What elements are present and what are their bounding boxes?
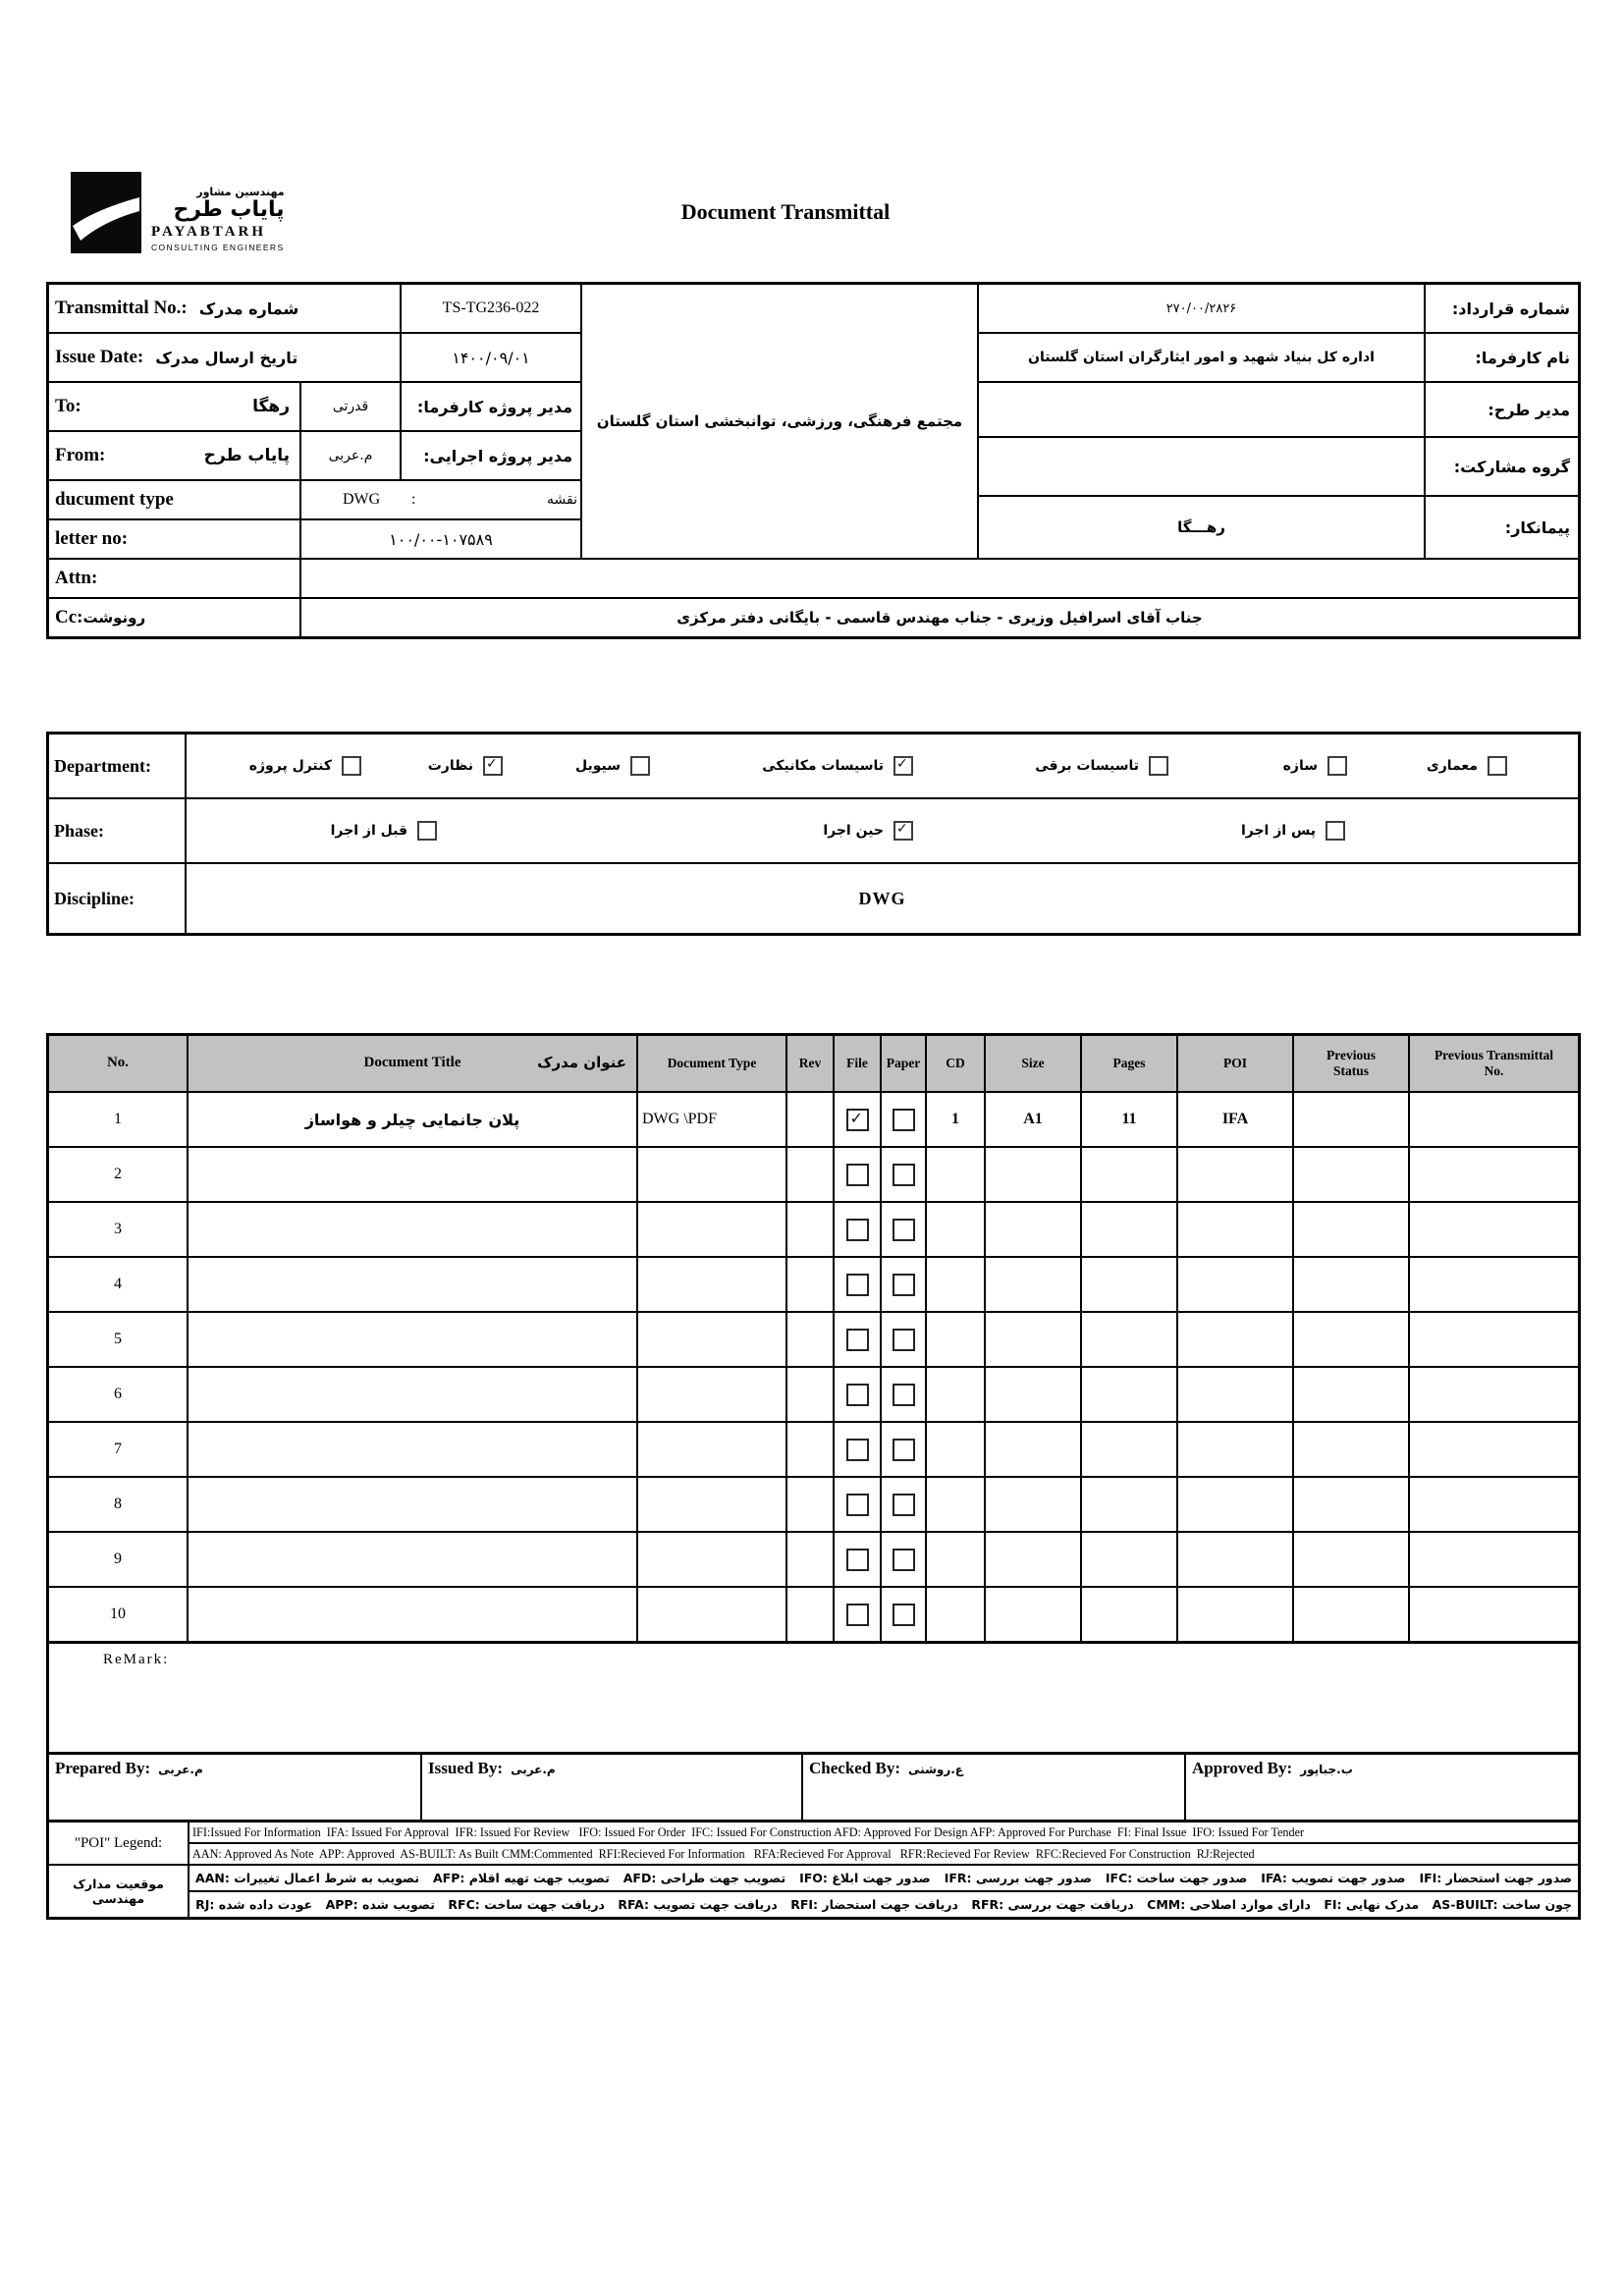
doc-row-2-doc-type xyxy=(638,1148,785,1201)
doc-row-10-rev xyxy=(787,1588,833,1641)
project-name: مجتمع فرهنگی، ورزشی، توانبخشی استان گلستان xyxy=(582,285,977,558)
col-header-title xyxy=(189,1036,636,1091)
doc-row-5-title xyxy=(189,1313,636,1366)
checked-by-name: ع.روشنی xyxy=(908,1763,963,1776)
contract-no-value: ۲۷۰/۰۰/۲۸۲۶ xyxy=(979,285,1424,332)
doc-row-9-prev-status xyxy=(1294,1533,1408,1586)
doc-row-4-doc-type xyxy=(638,1258,785,1311)
doc-row-6-doc-type xyxy=(638,1368,785,1421)
doc-row-10-prev-status xyxy=(1294,1588,1408,1641)
attn-label-cell xyxy=(49,560,299,597)
page-title: Document Transmittal xyxy=(680,199,891,224)
col-header-title-fa: عنوان مدرک xyxy=(537,1054,626,1072)
approved-by-label: Approved By: xyxy=(1192,1759,1293,1777)
doc-type-value-cell xyxy=(301,481,580,518)
department-option-label: سازه xyxy=(1282,758,1318,774)
doc-row-5-paper xyxy=(882,1313,925,1366)
doc-row-7-doc-type xyxy=(638,1423,785,1476)
col-header-rev: Rev xyxy=(787,1036,833,1091)
doc-row-8-title xyxy=(189,1478,636,1531)
legend-fa-item-4: RFR: دریافت جهت بررسی xyxy=(971,1897,1134,1912)
col-header-prev-transmittal: Previous Transmittal No. xyxy=(1410,1036,1578,1091)
file-checkbox[interactable] xyxy=(846,1274,869,1296)
doc-row-9-doc-type xyxy=(638,1533,785,1586)
legend-fa-item-1: IFI: صدور جهت استحضار xyxy=(1419,1871,1572,1885)
department-option-6 xyxy=(1283,756,1347,776)
doc-row-3-title xyxy=(189,1203,636,1256)
doc-row-7-pages xyxy=(1082,1423,1176,1476)
remark-section[interactable] xyxy=(46,1641,1581,1755)
doc-row-9-paper xyxy=(882,1533,925,1586)
department-options-row xyxy=(187,734,1578,797)
file-checkbox[interactable] xyxy=(846,1329,869,1351)
issue-date-label-en: Issue Date: xyxy=(55,347,144,367)
phase-option-label: پس از اجرا xyxy=(1240,823,1316,839)
prepared-by-name: م.عربی xyxy=(158,1763,203,1776)
doc-row-10-size xyxy=(986,1588,1080,1641)
attn-value[interactable] xyxy=(301,560,1578,597)
paper-checkbox[interactable] xyxy=(893,1494,915,1516)
legend-fa-item-6: AFD: تصویب جهت طراحی xyxy=(623,1871,786,1885)
issue-date-label-fa: تاریخ ارسال مدرک xyxy=(155,348,298,367)
doc-row-8-paper xyxy=(882,1478,925,1531)
doc-row-7-cd xyxy=(927,1423,984,1476)
doc-row-9-prev-transmittal xyxy=(1410,1533,1578,1586)
doc-row-2-paper xyxy=(882,1148,925,1201)
cc-label-en: Cc: xyxy=(55,607,83,627)
doc-row-7-title xyxy=(189,1423,636,1476)
doc-row-9-file xyxy=(835,1533,880,1586)
doc-row-6-cd xyxy=(927,1368,984,1421)
doc-row-1-size: A1 xyxy=(986,1093,1080,1146)
letter-no-value: ۱۰۰/۰۰-۱۰۷۵۸۹ xyxy=(301,520,580,558)
contract-info-block xyxy=(979,285,1578,558)
file-checkbox[interactable] xyxy=(846,1109,869,1131)
to-label: To: xyxy=(55,396,81,416)
doc-row-2-size xyxy=(986,1148,1080,1201)
doc-row-2-pages xyxy=(1082,1148,1176,1201)
col-header-file: File xyxy=(835,1036,880,1091)
file-checkbox[interactable] xyxy=(846,1164,869,1186)
poi-legend-fa-row-2 xyxy=(189,1892,1578,1917)
phase-checkbox-1[interactable] xyxy=(417,821,437,841)
logo-swoosh-icon xyxy=(71,172,141,253)
department-option-label: معماری xyxy=(1426,758,1478,774)
doc-row-4-file xyxy=(835,1258,880,1311)
file-checkbox[interactable] xyxy=(846,1549,869,1571)
doc-row-3-file xyxy=(835,1203,880,1256)
department-option-label: تاسیسات برقی xyxy=(1035,758,1139,774)
department-checkbox-3[interactable] xyxy=(630,756,650,776)
doc-row-8-poi xyxy=(1178,1478,1292,1531)
approved-by-cell xyxy=(1186,1755,1578,1820)
department-checkbox-1[interactable] xyxy=(342,756,361,776)
brand-fa-tagline: مهندسین مشاور xyxy=(196,186,285,198)
info-table xyxy=(46,282,1581,639)
doc-row-9-rev xyxy=(787,1533,833,1586)
department-option-label: سیویل xyxy=(574,758,621,774)
doc-row-9-pages xyxy=(1082,1533,1176,1586)
phase-checkbox-3[interactable] xyxy=(1326,821,1345,841)
doc-row-6-size xyxy=(986,1368,1080,1421)
doc-row-5-no: 5 xyxy=(49,1313,187,1366)
letter-no-label xyxy=(49,520,299,558)
doc-row-4-prev-transmittal xyxy=(1410,1258,1578,1311)
legend-fa-item-4: IFR: صدور جهت بررسی xyxy=(944,1871,1092,1885)
brand-text xyxy=(151,172,285,253)
doc-row-8-prev-transmittal xyxy=(1410,1478,1578,1531)
department-option-label: تاسیسات مکانیکی xyxy=(762,758,884,774)
doc-row-5-doc-type xyxy=(638,1313,785,1366)
doc-row-3-size xyxy=(986,1203,1080,1256)
doc-row-2-no: 2 xyxy=(49,1148,187,1201)
jv-group-value xyxy=(979,438,1424,495)
doc-row-10-poi xyxy=(1178,1588,1292,1641)
department-option-7 xyxy=(1427,756,1507,776)
doc-row-10-no: 10 xyxy=(49,1588,187,1641)
client-pm-label: مدیر پروژه کارفرما: xyxy=(402,383,580,430)
doc-row-8-no: 8 xyxy=(49,1478,187,1531)
doc-row-6-poi xyxy=(1178,1368,1292,1421)
doc-row-10-cd xyxy=(927,1588,984,1641)
legend-fa-item-8: APP: تصویب شده xyxy=(325,1897,435,1912)
doc-row-3-pages xyxy=(1082,1203,1176,1256)
doc-row-1-cd: 1 xyxy=(927,1093,984,1146)
contractor-label: پیمانکار: xyxy=(1426,497,1578,558)
doc-row-3-no: 3 xyxy=(49,1203,187,1256)
transmittal-no-label-fa: شماره مدرک xyxy=(198,299,299,318)
prepared-by-label: Prepared By: xyxy=(55,1759,151,1777)
col-header-size: Size xyxy=(986,1036,1080,1091)
doc-row-10-paper xyxy=(882,1588,925,1641)
file-checkbox[interactable] xyxy=(846,1384,869,1406)
legend-fa-item-3: IFC: صدور جهت ساخت xyxy=(1105,1871,1248,1885)
doc-row-7-prev-status xyxy=(1294,1423,1408,1476)
legend-fa-item-9: RJ: عودت داده شده xyxy=(195,1897,313,1912)
department-option-4 xyxy=(762,756,913,776)
doc-row-3-cd xyxy=(927,1203,984,1256)
doc-row-7-prev-transmittal xyxy=(1410,1423,1578,1476)
poi-legend-fa-row-1 xyxy=(189,1866,1578,1890)
doc-row-9-title xyxy=(189,1533,636,1586)
col-header-no: No. xyxy=(49,1036,187,1091)
doc-row-8-pages xyxy=(1082,1478,1176,1531)
executive-pm-label: مدیر پروژه اجرایی: xyxy=(402,432,580,479)
from-person: م.عربی xyxy=(301,432,400,479)
doc-row-7-paper xyxy=(882,1423,925,1476)
doc-row-6-file xyxy=(835,1368,880,1421)
doc-row-1-prev-status xyxy=(1294,1093,1408,1146)
paper-checkbox[interactable] xyxy=(893,1274,915,1296)
jv-group-label: گروه مشارکت: xyxy=(1426,438,1578,495)
doc-row-1-no: 1 xyxy=(49,1093,187,1146)
doc-row-9-poi xyxy=(1178,1533,1292,1586)
doc-row-2-file xyxy=(835,1148,880,1201)
col-header-paper: Paper xyxy=(882,1036,925,1091)
doc-row-7-size xyxy=(986,1423,1080,1476)
doc-row-4-size xyxy=(986,1258,1080,1311)
documents-block xyxy=(46,1033,1581,1920)
doc-row-1-poi: IFA xyxy=(1178,1093,1292,1146)
poi-legend-en-row-1: IFI:Issued For Information IFA: Issued For Approval IFR: Issued For Review IFO: Issued For Order IFC: Issued For Construction AFD: Approved For Design AFP: Approved For Purchase FI: Final Issue IFO: Issued For Tender xyxy=(189,1823,1578,1842)
to-value: رهگا xyxy=(252,397,290,416)
doc-row-7-rev xyxy=(787,1423,833,1476)
col-header-poi: POI xyxy=(1178,1036,1292,1091)
legend-fa-item-2: FI: مدرک نهایی xyxy=(1324,1897,1420,1912)
paper-checkbox[interactable] xyxy=(893,1439,915,1461)
file-checkbox[interactable] xyxy=(846,1494,869,1516)
doc-row-3-poi xyxy=(1178,1203,1292,1256)
doc-type-value: DWG xyxy=(343,491,381,508)
department-option-5 xyxy=(1035,756,1168,776)
phase-option-2 xyxy=(823,821,913,841)
doc-row-1-doc-type: DWG \PDF xyxy=(638,1093,785,1146)
doc-row-2-poi xyxy=(1178,1148,1292,1201)
phase-checkbox-2[interactable] xyxy=(893,821,913,841)
doc-row-4-paper xyxy=(882,1258,925,1311)
paper-checkbox[interactable] xyxy=(893,1604,915,1626)
contractor-value: رهـــگا xyxy=(979,497,1424,558)
doc-row-1-title: پلان جانمایی چیلر و هواساز xyxy=(189,1093,636,1146)
doc-row-7-poi xyxy=(1178,1423,1292,1476)
discipline-label: Discipline: xyxy=(49,864,185,933)
poi-legend-en-row-2: AAN: Approved As Note APP: Approved AS-BUILT: As Built CMM:Commented RFI:Recieved For Information RFA:Recieved For Approval RFR:Recieved For Review RFC:Recieved For Construction RJ:Rejected xyxy=(189,1844,1578,1864)
remark-label: ReMark: xyxy=(103,1652,170,1667)
doc-row-8-rev xyxy=(787,1478,833,1531)
issued-by-label: Issued By: xyxy=(428,1759,504,1777)
issued-by-cell xyxy=(422,1755,801,1820)
department-option-label: کنترل پروژه xyxy=(248,758,332,774)
doc-row-9-no: 9 xyxy=(49,1533,187,1586)
doc-row-4-pages xyxy=(1082,1258,1176,1311)
legend-fa-item-8: AAN: تصویب به شرط اعمال تغییرات xyxy=(195,1871,420,1885)
paper-checkbox[interactable] xyxy=(893,1329,915,1351)
doc-row-5-pages xyxy=(1082,1313,1176,1366)
company-logo xyxy=(71,172,285,253)
doc-row-5-file xyxy=(835,1313,880,1366)
doc-row-4-title xyxy=(189,1258,636,1311)
doc-row-6-pages xyxy=(1082,1368,1176,1421)
doc-row-4-poi xyxy=(1178,1258,1292,1311)
doc-row-2-prev-transmittal xyxy=(1410,1148,1578,1201)
col-header-pages: Pages xyxy=(1082,1036,1176,1091)
doc-row-7-no: 7 xyxy=(49,1423,187,1476)
doc-row-1-paper xyxy=(882,1093,925,1146)
file-checkbox[interactable] xyxy=(846,1604,869,1626)
phase-option-3 xyxy=(1241,821,1345,841)
doc-row-6-rev xyxy=(787,1368,833,1421)
doc-row-3-prev-transmittal xyxy=(1410,1203,1578,1256)
doc-row-1-file xyxy=(835,1093,880,1146)
doc-row-6-prev-status xyxy=(1294,1368,1408,1421)
doc-row-3-prev-status xyxy=(1294,1203,1408,1256)
file-checkbox[interactable] xyxy=(846,1219,869,1241)
contract-no-label: شماره قرارداد: xyxy=(1426,285,1578,332)
checked-by-label: Checked By: xyxy=(809,1759,901,1777)
department-checkbox-6[interactable] xyxy=(1327,756,1347,776)
doc-row-1-prev-transmittal xyxy=(1410,1093,1578,1146)
doc-row-5-prev-status xyxy=(1294,1313,1408,1366)
letter-no-label-en: letter no: xyxy=(55,528,129,549)
phase-label: Phase: xyxy=(49,799,185,862)
poi-legend xyxy=(46,1820,1581,1920)
col-header-cd: CD xyxy=(927,1036,984,1091)
doc-row-8-doc-type xyxy=(638,1478,785,1531)
department-checkbox-4[interactable] xyxy=(893,756,913,776)
doc-row-9-cd xyxy=(927,1533,984,1586)
col-header-title-en: Document Title xyxy=(363,1055,461,1071)
transmittal-no-value: TS-TG236-022 xyxy=(402,285,580,332)
legend-fa-item-2: IFA: صدور جهت تصویب xyxy=(1261,1871,1406,1885)
from-value: پایاب طرح xyxy=(203,446,290,465)
paper-checkbox[interactable] xyxy=(893,1384,915,1406)
doc-row-2-title xyxy=(189,1148,636,1201)
department-option-3 xyxy=(575,756,650,776)
doc-row-3-rev xyxy=(787,1203,833,1256)
poi-legend-fa-label: موقعیت مدارک مهندسی xyxy=(49,1866,188,1917)
legend-fa-item-5: RFI: دریافت جهت استحضار xyxy=(790,1897,958,1912)
doc-row-7-file xyxy=(835,1423,880,1476)
cc-value: جناب آقای اسرافیل وزیری - جناب مهندس قاسمی - بایگانی دفتر مرکزی xyxy=(301,599,1578,636)
checked-by-cell xyxy=(803,1755,1184,1820)
transmittal-no-label-en: Transmittal No.: xyxy=(55,298,188,318)
cc-label-fa: رونوشت xyxy=(82,609,146,626)
department-option-2 xyxy=(428,756,503,776)
paper-checkbox[interactable] xyxy=(893,1549,915,1571)
paper-checkbox[interactable] xyxy=(893,1164,915,1186)
doc-row-10-doc-type xyxy=(638,1588,785,1641)
file-checkbox[interactable] xyxy=(846,1439,869,1461)
cc-label-cell xyxy=(49,599,299,636)
doc-row-4-rev xyxy=(787,1258,833,1311)
department-option-1 xyxy=(249,756,361,776)
from-label: From: xyxy=(55,445,106,465)
phase-option-1 xyxy=(331,821,437,841)
doc-row-9-size xyxy=(986,1533,1080,1586)
issued-by-name: م.عربی xyxy=(511,1763,556,1776)
doc-row-6-paper xyxy=(882,1368,925,1421)
discipline-value: DWG xyxy=(187,864,1578,933)
doc-type-label xyxy=(49,481,299,518)
doc-row-5-poi xyxy=(1178,1313,1292,1366)
brand-en-name: PAYABTARH xyxy=(151,224,267,241)
doc-row-4-prev-status xyxy=(1294,1258,1408,1311)
department-label: Department: xyxy=(49,734,185,797)
signatures-row xyxy=(46,1752,1581,1823)
doc-row-5-cd xyxy=(927,1313,984,1366)
transmittal-no-label xyxy=(49,285,400,332)
doc-row-8-prev-status xyxy=(1294,1478,1408,1531)
department-checkbox-5[interactable] xyxy=(1149,756,1168,776)
paper-checkbox[interactable] xyxy=(893,1109,915,1131)
doc-row-10-title xyxy=(189,1588,636,1641)
doc-row-5-size xyxy=(986,1313,1080,1366)
legend-fa-item-5: IFO: صدور جهت ابلاغ xyxy=(799,1871,931,1885)
department-checkbox-2[interactable] xyxy=(483,756,503,776)
paper-checkbox[interactable] xyxy=(893,1219,915,1241)
brand-fa-name: پایاب طرح xyxy=(173,197,285,222)
design-manager-label: مدیر طرح: xyxy=(1426,383,1578,436)
department-checkbox-7[interactable] xyxy=(1488,756,1507,776)
client-name-value: اداره کل بنیاد شهید و امور ایثارگران استان گلستان xyxy=(979,334,1424,381)
doc-row-6-title xyxy=(189,1368,636,1421)
poi-legend-label: "POI" Legend: xyxy=(49,1823,188,1864)
issue-date-value: ۱۴۰۰/۰۹/۰۱ xyxy=(402,334,580,381)
brand-en-subtitle: CONSULTING ENGINEERS xyxy=(151,243,285,253)
doc-row-2-rev xyxy=(787,1148,833,1201)
doc-row-6-no: 6 xyxy=(49,1368,187,1421)
legend-fa-item-7: AFP: تصویب جهت تهیه اقلام xyxy=(432,1871,610,1885)
legend-fa-item-3: CMM: دارای موارد اصلاحی xyxy=(1147,1897,1311,1912)
to-cell xyxy=(49,383,299,430)
from-cell xyxy=(49,432,299,479)
attn-label: Attn: xyxy=(55,568,98,588)
doc-row-6-prev-transmittal xyxy=(1410,1368,1578,1421)
doc-row-8-file xyxy=(835,1478,880,1531)
issue-date-label xyxy=(49,334,400,381)
legend-fa-item-6: RFA: دریافت جهت تصویب xyxy=(618,1897,778,1912)
doc-row-1-pages: 11 xyxy=(1082,1093,1176,1146)
doc-row-8-cd xyxy=(927,1478,984,1531)
prepared-by-cell xyxy=(49,1755,420,1820)
doc-row-5-rev xyxy=(787,1313,833,1366)
legend-fa-item-7: RFC: دریافت جهت ساخت xyxy=(448,1897,605,1912)
doc-row-2-prev-status xyxy=(1294,1148,1408,1201)
doc-type-fa: نقشه xyxy=(547,492,577,508)
doc-row-10-pages xyxy=(1082,1588,1176,1641)
doc-row-10-prev-transmittal xyxy=(1410,1588,1578,1641)
phase-option-label: حین اجرا xyxy=(823,823,884,839)
doc-row-4-no: 4 xyxy=(49,1258,187,1311)
doc-row-3-doc-type xyxy=(638,1203,785,1256)
department-table xyxy=(46,732,1581,936)
doc-row-10-file xyxy=(835,1588,880,1641)
doc-row-5-prev-transmittal xyxy=(1410,1313,1578,1366)
to-person: قدرتی xyxy=(301,383,400,430)
doc-type-colon: : xyxy=(411,491,416,508)
doc-row-2-cd xyxy=(927,1148,984,1201)
doc-row-3-paper xyxy=(882,1203,925,1256)
client-name-label: نام کارفرما: xyxy=(1426,334,1578,381)
doc-type-label-en: ducument type xyxy=(55,489,174,510)
documents-table xyxy=(46,1033,1581,1644)
col-header-doc-type: Document Type xyxy=(638,1036,785,1091)
col-header-prev-status: Previous Status xyxy=(1294,1036,1408,1091)
doc-row-8-size xyxy=(986,1478,1080,1531)
doc-row-4-cd xyxy=(927,1258,984,1311)
department-option-label: نظارت xyxy=(427,758,473,774)
legend-fa-item-1: AS-BUILT: چون ساخت xyxy=(1432,1897,1572,1912)
approved-by-name: ب.جباپور xyxy=(1300,1763,1353,1776)
phase-option-label: قبل از اجرا xyxy=(330,823,407,839)
phase-options-row xyxy=(187,799,1578,862)
doc-row-1-rev xyxy=(787,1093,833,1146)
design-manager-value xyxy=(979,383,1424,436)
